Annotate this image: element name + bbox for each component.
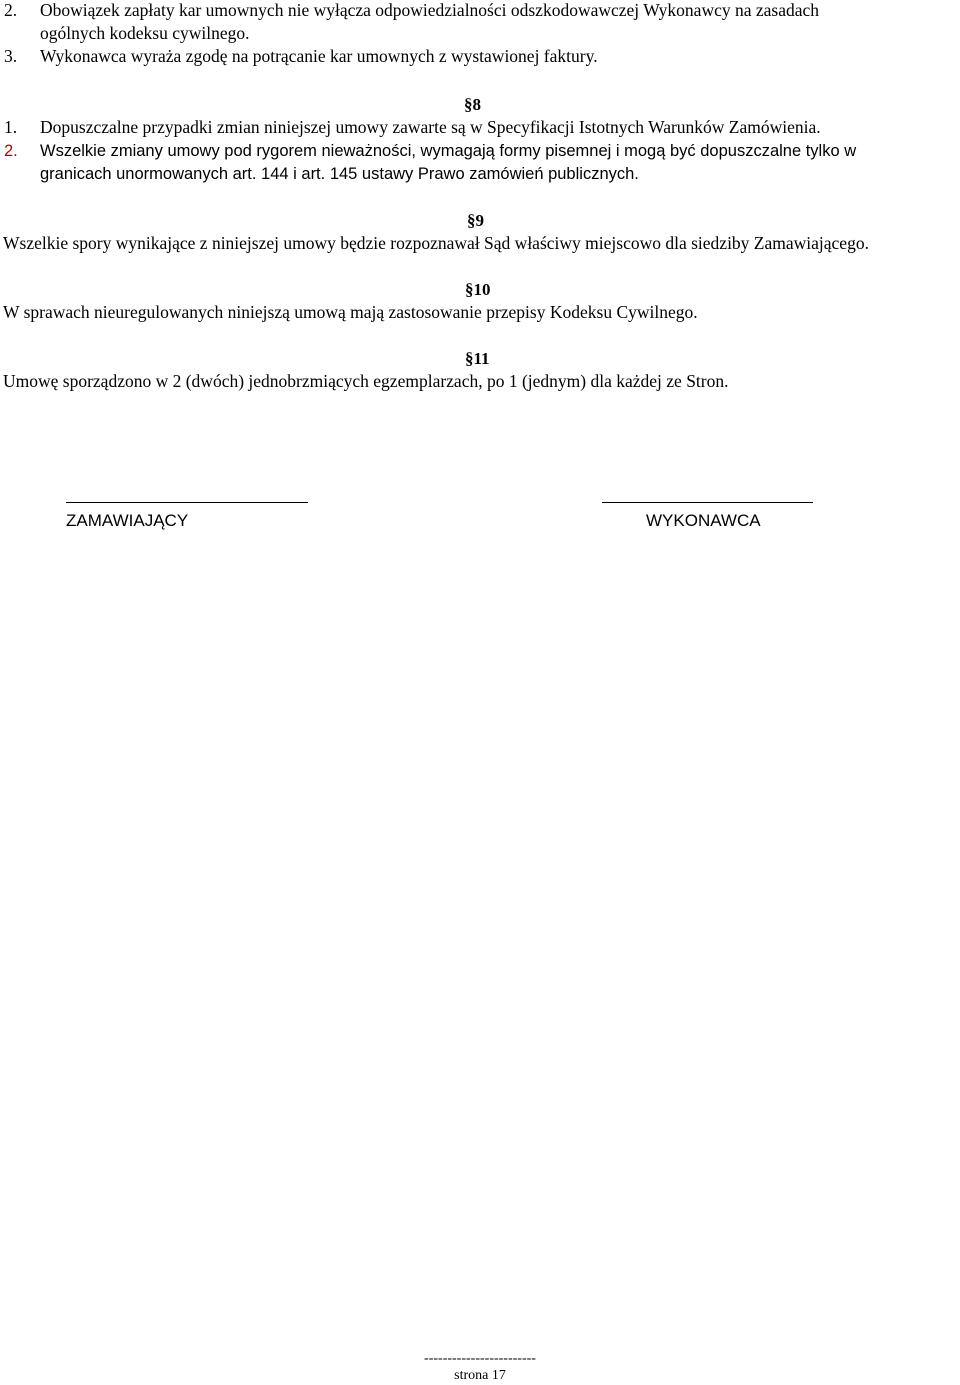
- clause-text-line: granicach unormowanych art. 144 i art. 145 ustawy Prawo zamówień publicznych.: [40, 165, 639, 183]
- clause-text-line: Wykonawca wyraża zgodę na potrącanie kar umownych z wystawionej faktury.: [40, 46, 598, 66]
- section-number: 9: [475, 211, 484, 230]
- section-heading: §9: [467, 211, 484, 230]
- clause-number: 3.: [4, 46, 18, 66]
- signature-label-ordering-party: ZAMAWIAJĄCY: [66, 511, 189, 530]
- section-text: Wszelkie spory wynikające z niniejszej umowy będzie rozpoznawał Sąd właściwy miejscowo dla siedziby Zamawiającego.: [3, 233, 869, 253]
- clause-number: 1.: [4, 117, 18, 137]
- clause-text-line: Wszelkie zmiany umowy pod rygorem nieważności, wymagają formy pisemnej i mogą być dopuszczalne tylko w: [40, 142, 857, 160]
- signature-line-right: [602, 502, 813, 503]
- section-heading: §11: [465, 349, 490, 368]
- page-number: strona 17: [454, 1368, 506, 1383]
- clause-number: 2.: [4, 0, 18, 20]
- signature-line-left: [66, 502, 308, 503]
- section-number: 10: [473, 280, 491, 299]
- section-number: 11: [473, 349, 490, 368]
- section-number: 8: [472, 95, 481, 114]
- clause-text-line: ogólnych kodeksu cywilnego.: [40, 23, 250, 43]
- section-text: Umowę sporządzono w 2 (dwóch) jednobrzmiących egzemplarzach, po 1 (jednym) dla każdej ze Stron.: [3, 371, 729, 391]
- clause-number: 2.: [4, 142, 18, 160]
- clause-text-line: Obowiązek zapłaty kar umownych nie wyłącza odpowiedzialności odszkodowawczej Wykonawcy na zasadach: [40, 0, 820, 20]
- footer-rule: ------------------------: [424, 1351, 536, 1366]
- section-heading: §8: [464, 95, 481, 114]
- section-heading: §10: [465, 280, 491, 299]
- section-text: W sprawach nieuregulowanych niniejszą umową mają zastosowanie przepisy Kodeksu Cywilnego.: [3, 302, 698, 322]
- clause-text-line: Dopuszczalne przypadki zmian niniejszej umowy zawarte są w Specyfikacji Istotnych Warunków Zamówienia.: [40, 117, 821, 137]
- signature-label-contractor: WYKONAWCA: [646, 511, 761, 530]
